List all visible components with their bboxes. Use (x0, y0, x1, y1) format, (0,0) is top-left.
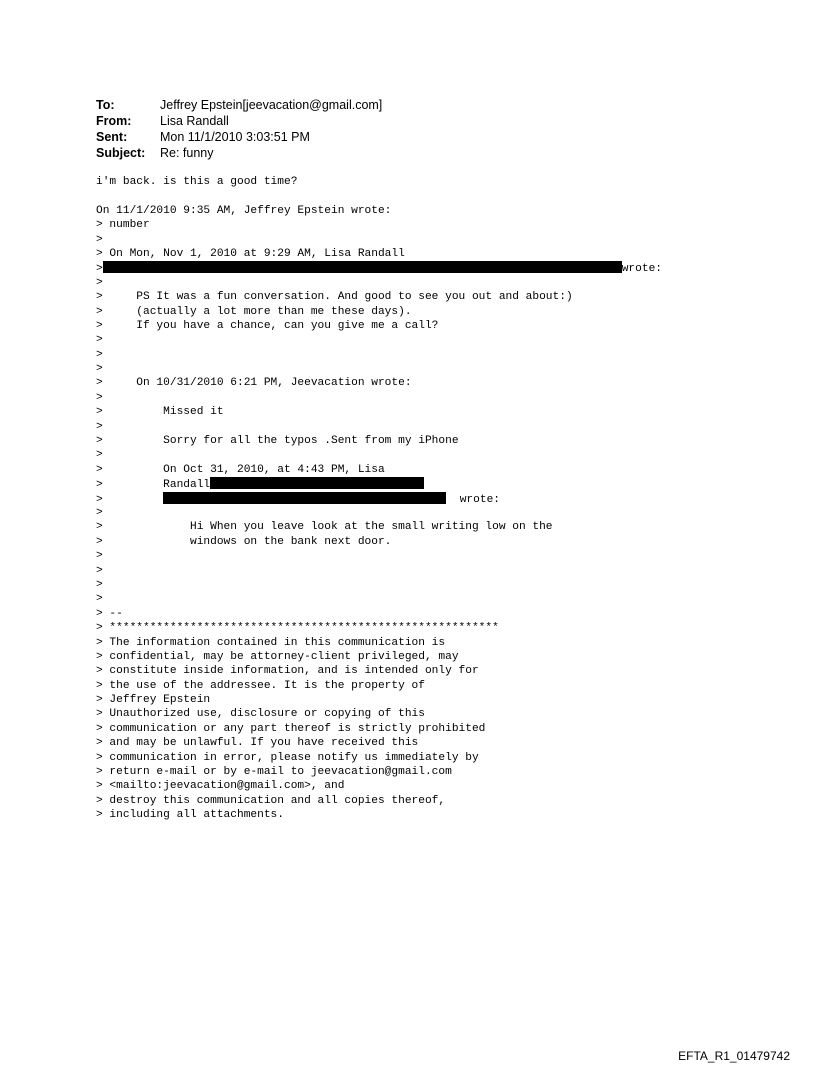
to-value: Jeffrey Epstein[jeevacation@gmail.com] (160, 98, 383, 112)
body-line: i'm back. is this a good time? (96, 176, 298, 188)
body-line: > constitute inside information, and is intended only for (96, 665, 479, 678)
redaction-bar (163, 492, 446, 504)
document-id: EFTA_R1_01479742 (678, 1049, 790, 1063)
body-line: > number (96, 219, 150, 232)
body-line: > the use of the addressee. It is the property of (96, 679, 425, 692)
wrote-suffix: wrote: (459, 493, 501, 506)
header-from-row (96, 113, 382, 129)
body-line: > Jeffrey Epstein (96, 694, 211, 707)
body-line: > destroy this communication and all copies thereof, (96, 794, 446, 807)
body-line: > On Mon, Nov 1, 2010 at 9:29 AM, Lisa Randall (96, 247, 405, 260)
body-line: > (96, 363, 103, 376)
wrote-suffix: wrote: (621, 263, 663, 276)
randall-text: > Randall (96, 479, 211, 492)
body-line: > (96, 506, 103, 519)
body-line: > Missed it (96, 406, 224, 419)
body-line: > The information contained in this communication is (96, 636, 446, 649)
body-line: > (96, 550, 103, 563)
body-line: > return e-mail or by e-mail to jeevacation@gmail.com (96, 766, 452, 779)
subject-value: Re: funny (160, 146, 214, 160)
body-line: > (96, 348, 103, 361)
body-line: > On Oct 31, 2010, at 4:43 PM, Lisa (96, 463, 385, 476)
body-line (96, 189, 796, 203)
body-line-redacted (96, 492, 796, 506)
header-subject-row (96, 145, 382, 161)
body-line-redacted (96, 477, 796, 491)
redaction-bar (210, 477, 424, 489)
email-body (96, 175, 796, 823)
quote-marker: > (96, 493, 103, 506)
quote-marker: > (96, 263, 103, 276)
body-line: > communication or any part thereof is strictly prohibited (96, 722, 486, 735)
body-line: > ********************************************************** (96, 622, 499, 635)
from-label: From: (96, 114, 132, 128)
to-label: To: (96, 98, 115, 112)
body-line: > (96, 334, 103, 347)
body-line: > including all attachments. (96, 809, 284, 822)
body-line: > (96, 420, 103, 433)
body-line: > (96, 391, 103, 404)
body-line: > (96, 593, 103, 606)
body-line: > <mailto:jeevacation@gmail.com>, and (96, 780, 345, 793)
body-line: > communication in error, please notify us immediately by (96, 751, 479, 764)
sent-label: Sent: (96, 130, 128, 144)
body-line: > (96, 578, 103, 591)
email-header (96, 97, 382, 161)
body-line-redacted (96, 261, 796, 275)
subject-label: Subject: (96, 146, 146, 160)
body-line: > windows on the bank next door. (96, 535, 392, 548)
body-line: > Unauthorized use, disclosure or copying of this (96, 708, 425, 721)
body-line: > -- (96, 607, 123, 620)
body-line: > (96, 564, 103, 577)
body-line: > (96, 449, 103, 462)
body-line: > On 10/31/2010 6:21 PM, Jeevacation wrote: (96, 377, 412, 390)
body-line: On 11/1/2010 9:35 AM, Jeffrey Epstein wrote: (96, 204, 392, 217)
header-to-row (96, 97, 382, 113)
body-line: > confidential, may be attorney-client privileged, may (96, 650, 459, 663)
body-line: > (96, 233, 103, 246)
from-value: Lisa Randall (160, 114, 229, 128)
sent-value: Mon 11/1/2010 3:03:51 PM (160, 130, 310, 144)
body-line: > and may be unlawful. If you have received this (96, 737, 419, 750)
body-line: > If you have a chance, can you give me a call? (96, 319, 439, 332)
header-sent-row (96, 129, 382, 145)
body-line: > Hi When you leave look at the small writing low on the (96, 521, 553, 534)
body-line: > Sorry for all the typos .Sent from my iPhone (96, 435, 459, 448)
redaction-bar (103, 261, 622, 273)
body-line: > (actually a lot more than me these days). (96, 305, 412, 318)
body-line: > PS It was a fun conversation. And good to see you out and about:) (96, 291, 573, 304)
body-line: > (96, 276, 103, 289)
